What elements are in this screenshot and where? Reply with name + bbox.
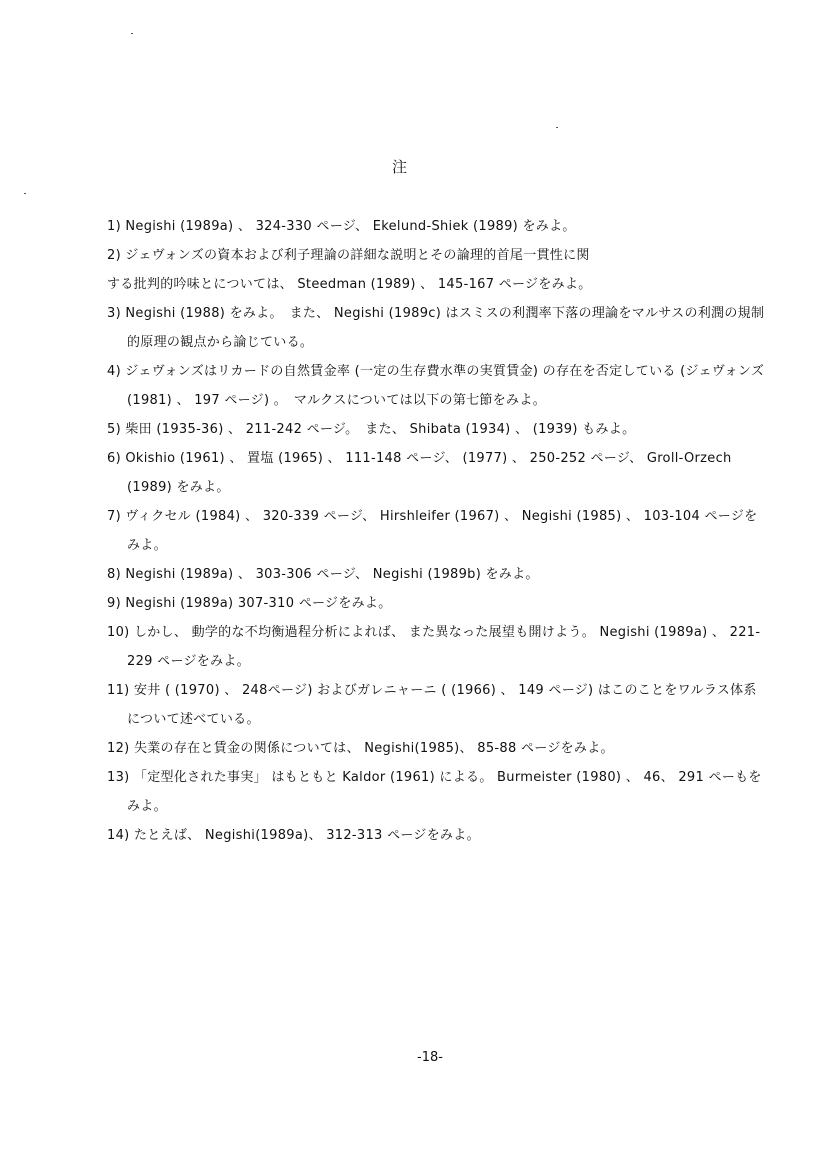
note-3: 3) Negishi (1988) をみよ。 また、 Negishi (1989c) はスミスの利潤率下落の理論をマルサスの利潤の規制的原理の観点から論じている。	[107, 306, 765, 350]
notes-list	[107, 212, 767, 850]
note-1: 1) Negishi (1989a) 、 324-330 ページ、 Ekelund-Shiek (1989) をみよ。	[107, 219, 576, 234]
page-number: -18-	[417, 1050, 443, 1065]
scan-speck	[131, 33, 133, 34]
note-9: 9) Negishi (1989a) 307-310 ページをみよ。	[107, 596, 392, 611]
note-11: 11) 安井 ( (1970) 、 248ページ) およびガレニャーニ ( (1966) 、 149 ページ) はこのことをワルラス体系について述べている。	[107, 683, 757, 727]
note-2: 2) ジェヴォンズの資本および利子理論の詳細な説明とその論理的首尾一貫性に関	[107, 248, 590, 263]
note-13: 13) 「定型化された事実」 はもともと Kaldor (1961) による。 Burmeister (1980) 、 46、 291 ペーもをみよ。	[107, 770, 762, 814]
note-4: 4) ジェヴォンズはリカードの自然賃金率 (一定の生存費水準の実質賃金) の存在を否定している (ジェヴォンズ (1981) 、 197 ページ) 。 マルクスについては以下の第七節をみよ。	[107, 364, 765, 408]
notes-heading: 注	[391, 158, 408, 176]
note-5: 5) 柴田 (1935-36) 、 211-242 ページ。 また、 Shibata (1934) 、 (1939) もみよ。	[107, 422, 636, 437]
note-2-continued: する批判的吟味とについては、 Steedman (1989) 、 145-167 ページをみよ。	[107, 277, 592, 292]
note-14: 14) たとえば、 Negishi(1989a)、 312-313 ページをみよ。	[107, 828, 480, 843]
note-7: 7) ヴィクセル (1984) 、 320-339 ページ、 Hirshleifer (1967) 、 Negishi (1985) 、 103-104 ページをみよ。	[107, 509, 758, 553]
scan-speck	[556, 127, 558, 128]
note-10: 10) しかし、 動学的な不均衡過程分析によれば、 また異なった展望も開けよう。 Negishi (1989a) 、 221-229 ページをみよ。	[107, 625, 761, 669]
note-8: 8) Negishi (1989a) 、 303-306 ページ、 Negishi (1989b) をみよ。	[107, 567, 539, 582]
note-6: 6) Okishio (1961) 、 置塩 (1965) 、 111-148 ページ、 (1977) 、 250-252 ページ、 Groll-Orzech (1989) をみよ。	[107, 451, 732, 495]
note-12: 12) 失業の存在と賃金の関係については、 Negishi(1985)、 85-88 ページをみよ。	[107, 741, 614, 756]
scan-speck	[24, 193, 26, 194]
